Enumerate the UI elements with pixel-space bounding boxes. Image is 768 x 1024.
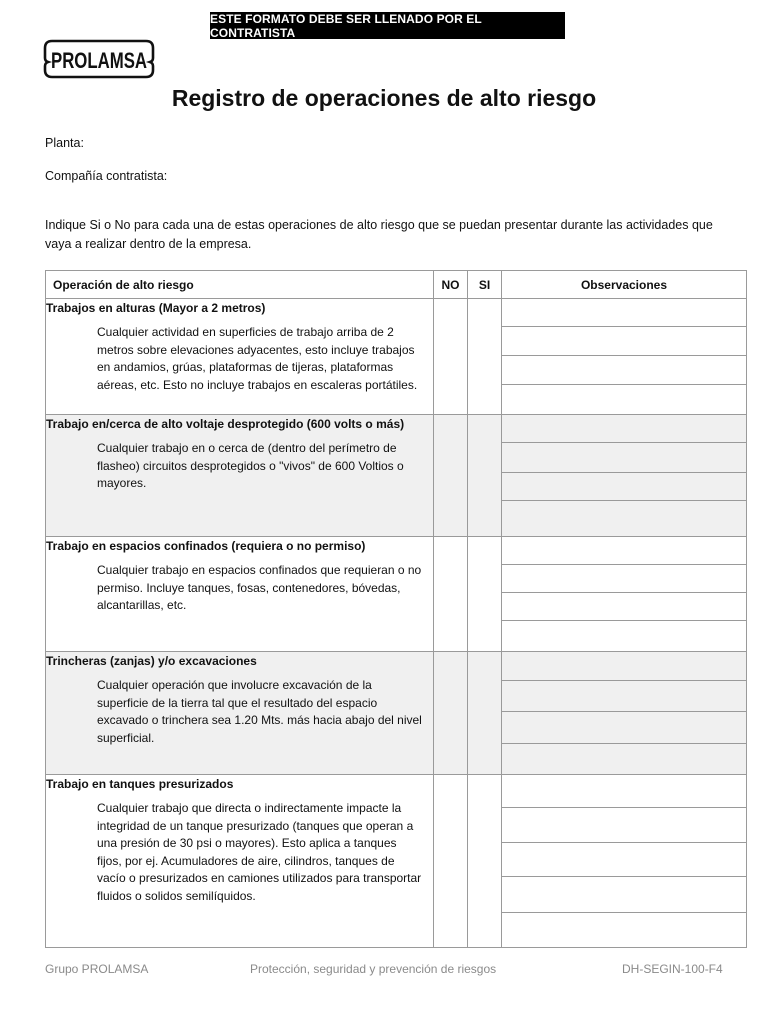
table-row	[46, 299, 747, 415]
contractor-banner: ESTE FORMATO DEBE SER LLENADO POR EL CONTRATISTA	[210, 12, 565, 39]
observation-field[interactable]	[502, 712, 746, 744]
observation-field[interactable]	[502, 621, 746, 651]
operation-cell	[46, 299, 434, 415]
observation-field[interactable]	[502, 356, 746, 385]
logo-text: PROLAMSA	[51, 48, 148, 73]
observations-cell	[502, 775, 747, 948]
operation-title: Trabajo en espacios confinados (requiera o no permiso)	[46, 539, 366, 553]
operation-description: Cualquier trabajo que directa o indirectamente impacte la integridad de un tanque presurizado (tanques que operan a una presión de 30 psi o mayores). Esto aplica a tanques fijos, por ej. Acumuladores de aire, cilindros, tanques de vacío o presurizados en camiones utilizados para transportar fluidos o solidos semilíquidos.	[97, 801, 422, 903]
operation-cell	[46, 652, 434, 775]
operation-title: Trabajos en alturas (Mayor a 2 metros)	[46, 301, 266, 315]
no-checkbox-cell[interactable]	[434, 415, 468, 537]
si-checkbox-cell[interactable]	[468, 775, 502, 948]
observation-field[interactable]	[502, 681, 746, 712]
observation-field[interactable]	[502, 877, 746, 913]
table-row	[46, 652, 747, 775]
table-row	[46, 415, 747, 537]
observations-cell	[502, 415, 747, 537]
field-planta: Planta:	[45, 136, 84, 150]
si-checkbox-cell[interactable]	[468, 299, 502, 415]
si-checkbox-cell[interactable]	[468, 537, 502, 652]
footer-doc-code: DH-SEGIN-100-F4	[622, 962, 723, 976]
operation-title: Trabajo en/cerca de alto voltaje desprotegido (600 volts o más)	[46, 417, 405, 431]
no-checkbox-cell[interactable]	[434, 775, 468, 948]
observation-field[interactable]	[502, 385, 746, 414]
observation-field[interactable]	[502, 913, 746, 947]
observation-field[interactable]	[502, 537, 746, 565]
observation-field[interactable]	[502, 808, 746, 843]
operation-title: Trabajo en tanques presurizados	[46, 777, 234, 791]
page-title: Registro de operaciones de alto riesgo	[171, 85, 597, 111]
observation-field[interactable]	[502, 473, 746, 501]
no-checkbox-cell[interactable]	[434, 299, 468, 415]
operation-cell	[46, 415, 434, 537]
operation-description: Cualquier trabajo en o cerca de (dentro del perímetro de flasheo) circuitos desprotegidos o "vivos" de 600 Voltios o mayores.	[97, 441, 404, 490]
risk-operations-table	[45, 270, 747, 948]
observation-field[interactable]	[502, 299, 746, 327]
field-compania: Compañía contratista:	[45, 169, 168, 183]
header-operation: Operación de alto riesgo	[46, 271, 434, 299]
observation-field[interactable]	[502, 327, 746, 356]
observations-cell	[502, 299, 747, 415]
observation-field[interactable]	[502, 652, 746, 681]
si-checkbox-cell[interactable]	[468, 415, 502, 537]
observation-field[interactable]	[502, 443, 746, 473]
footer-department: Protección, seguridad y prevención de riesgos	[250, 962, 497, 976]
observation-field[interactable]	[502, 565, 746, 593]
operation-cell	[46, 537, 434, 652]
no-checkbox-cell[interactable]	[434, 652, 468, 775]
operation-cell	[46, 775, 434, 948]
no-checkbox-cell[interactable]	[434, 537, 468, 652]
observation-field[interactable]	[502, 843, 746, 877]
instructions: Indique Si o No para cada una de estas operaciones de alto riesgo que se puedan presentar durante las actividades que vaya a realizar dentro de la empresa.	[45, 218, 713, 251]
header-observations: Observaciones	[502, 271, 747, 299]
operation-title: Trincheras (zanjas) y/o excavaciones	[46, 654, 257, 668]
operation-description: Cualquier trabajo en espacios confinados que requieran o no permiso. Incluye tanques, fosas, contenedores, bóvedas, alcantarillas, etc.	[97, 563, 422, 612]
observations-cell	[502, 652, 747, 775]
prolamsa-logo	[42, 38, 156, 80]
observations-cell	[502, 537, 747, 652]
operation-description: Cualquier actividad en superficies de trabajo arriba de 2 metros sobre elevaciones adyacentes, esto incluye trabajos en andamios, grúas, plataformas de tijeras, plataformas aéreas, etc. Esto no incluye trabajos en escaleras portátiles.	[97, 325, 418, 392]
table-row	[46, 537, 747, 652]
footer-company: Grupo PROLAMSA	[45, 962, 149, 976]
operation-description: Cualquier operación que involucre excavación de la superficie de la tierra tal que el resultado del espacio excavado o trinchera sea 1.20 Mts. más hacia abajo del nivel superficial.	[97, 678, 422, 745]
observation-field[interactable]	[502, 593, 746, 621]
si-checkbox-cell[interactable]	[468, 652, 502, 775]
observation-field[interactable]	[502, 744, 746, 774]
observation-field[interactable]	[502, 501, 746, 536]
header-si: SI	[468, 271, 502, 299]
table-row	[46, 775, 747, 948]
observation-field[interactable]	[502, 415, 746, 443]
header-no: NO	[434, 271, 468, 299]
observation-field[interactable]	[502, 775, 746, 808]
